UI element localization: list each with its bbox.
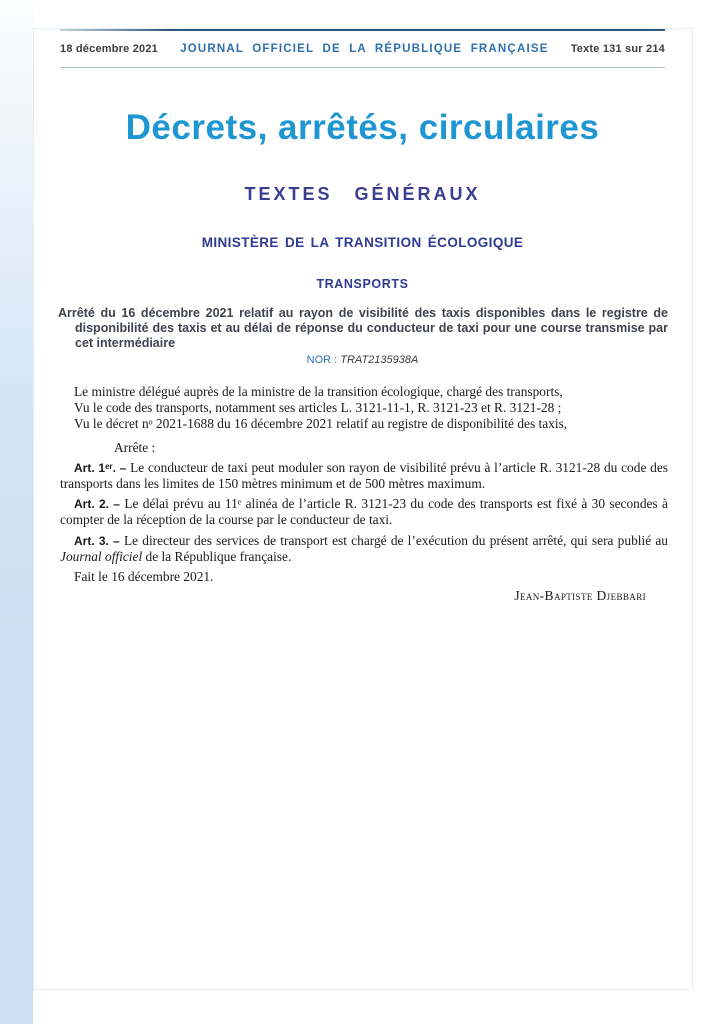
journal-title: JOURNAL OFFICIEL DE LA RÉPUBLIQUE FRANÇAISE bbox=[180, 43, 549, 55]
ministry-heading: MINISTÈRE DE LA TRANSITION ÉCOLOGIQUE bbox=[201, 235, 524, 250]
body-paragraph bbox=[60, 533, 668, 565]
textes-generaux-heading: TEXTES GÉNÉRAUX bbox=[244, 184, 481, 204]
body-text-segment: Le ministre délégué auprès de la ministre de la transition écologique, chargé des transports, bbox=[74, 384, 563, 399]
header-bottom-rule bbox=[60, 67, 665, 68]
body-text-segment: Vu le décret nᵒ 2021-1688 du 16 décembre 2021 relatif au registre de disponibilité des taxis, bbox=[74, 416, 568, 432]
body-paragraphs bbox=[60, 384, 668, 604]
body-text-segment: Le directeur des services de transport est chargé de l’exécution du présent arrêté, qui sera publié au bbox=[123, 532, 668, 548]
body-paragraph bbox=[60, 460, 668, 492]
body-paragraph bbox=[60, 569, 668, 585]
body-text-segment: Vu le code des transports, notamment ses articles L. 3121-11-1, R. 3121-23 et R. 3121-28 ; bbox=[74, 400, 562, 416]
body-text-segment: Le conducteur de taxi peut moduler son rayon de visibilité prévu à l’article R. 3121-28 du code des transports dans les limites de 150 mètres minimum et de 500 mètres maximum. bbox=[60, 459, 668, 492]
body-text-segment: de la République française. bbox=[142, 548, 292, 564]
nor-label: NOR : bbox=[306, 354, 341, 366]
body-paragraph bbox=[60, 400, 668, 416]
body-paragraph bbox=[60, 440, 668, 456]
section-main-title: Décrets, arrêtés, circulaires bbox=[125, 108, 600, 147]
article-label: Art. 2. – bbox=[74, 497, 125, 512]
left-gradient-band bbox=[0, 0, 33, 1024]
article-label: Art. 1ᵉʳ. – bbox=[74, 460, 131, 475]
signature-name: Jean-Baptiste Djebbari bbox=[514, 588, 646, 604]
body-paragraph bbox=[60, 416, 668, 432]
body-text-segment: Le délai prévu au 11ᵉ alinéa de l’article R. 3121-23 du code des transports est fixé à 30 secondes à compter de la réception de la course par le conducteur de taxi. bbox=[60, 496, 668, 528]
act-title: Arrêté du 16 décembre 2021 relatif au rayon de visibilité des taxis disponibles dans le registre de disponibilité des taxis et au délai de réponse du conducteur de taxi pour une course transmise par cet intermédiaire bbox=[58, 306, 668, 350]
body-text-segment: Fait le 16 décembre 2021. bbox=[74, 569, 214, 585]
article-label: Art. 3. – bbox=[74, 533, 124, 548]
category-heading: TRANSPORTS bbox=[316, 277, 409, 291]
page-header bbox=[60, 40, 665, 58]
nor-value: TRAT2135938A bbox=[340, 354, 419, 366]
header-date: 18 décembre 2021 bbox=[60, 43, 158, 55]
body-text-segment: Arrête : bbox=[114, 439, 156, 455]
nor-line bbox=[60, 354, 665, 366]
header-text-number: Texte 131 sur 214 bbox=[570, 43, 665, 55]
body-paragraph bbox=[60, 496, 668, 528]
body-paragraph bbox=[60, 384, 668, 400]
header-top-rule bbox=[60, 29, 665, 31]
body-text-segment: Journal officiel bbox=[60, 548, 143, 564]
